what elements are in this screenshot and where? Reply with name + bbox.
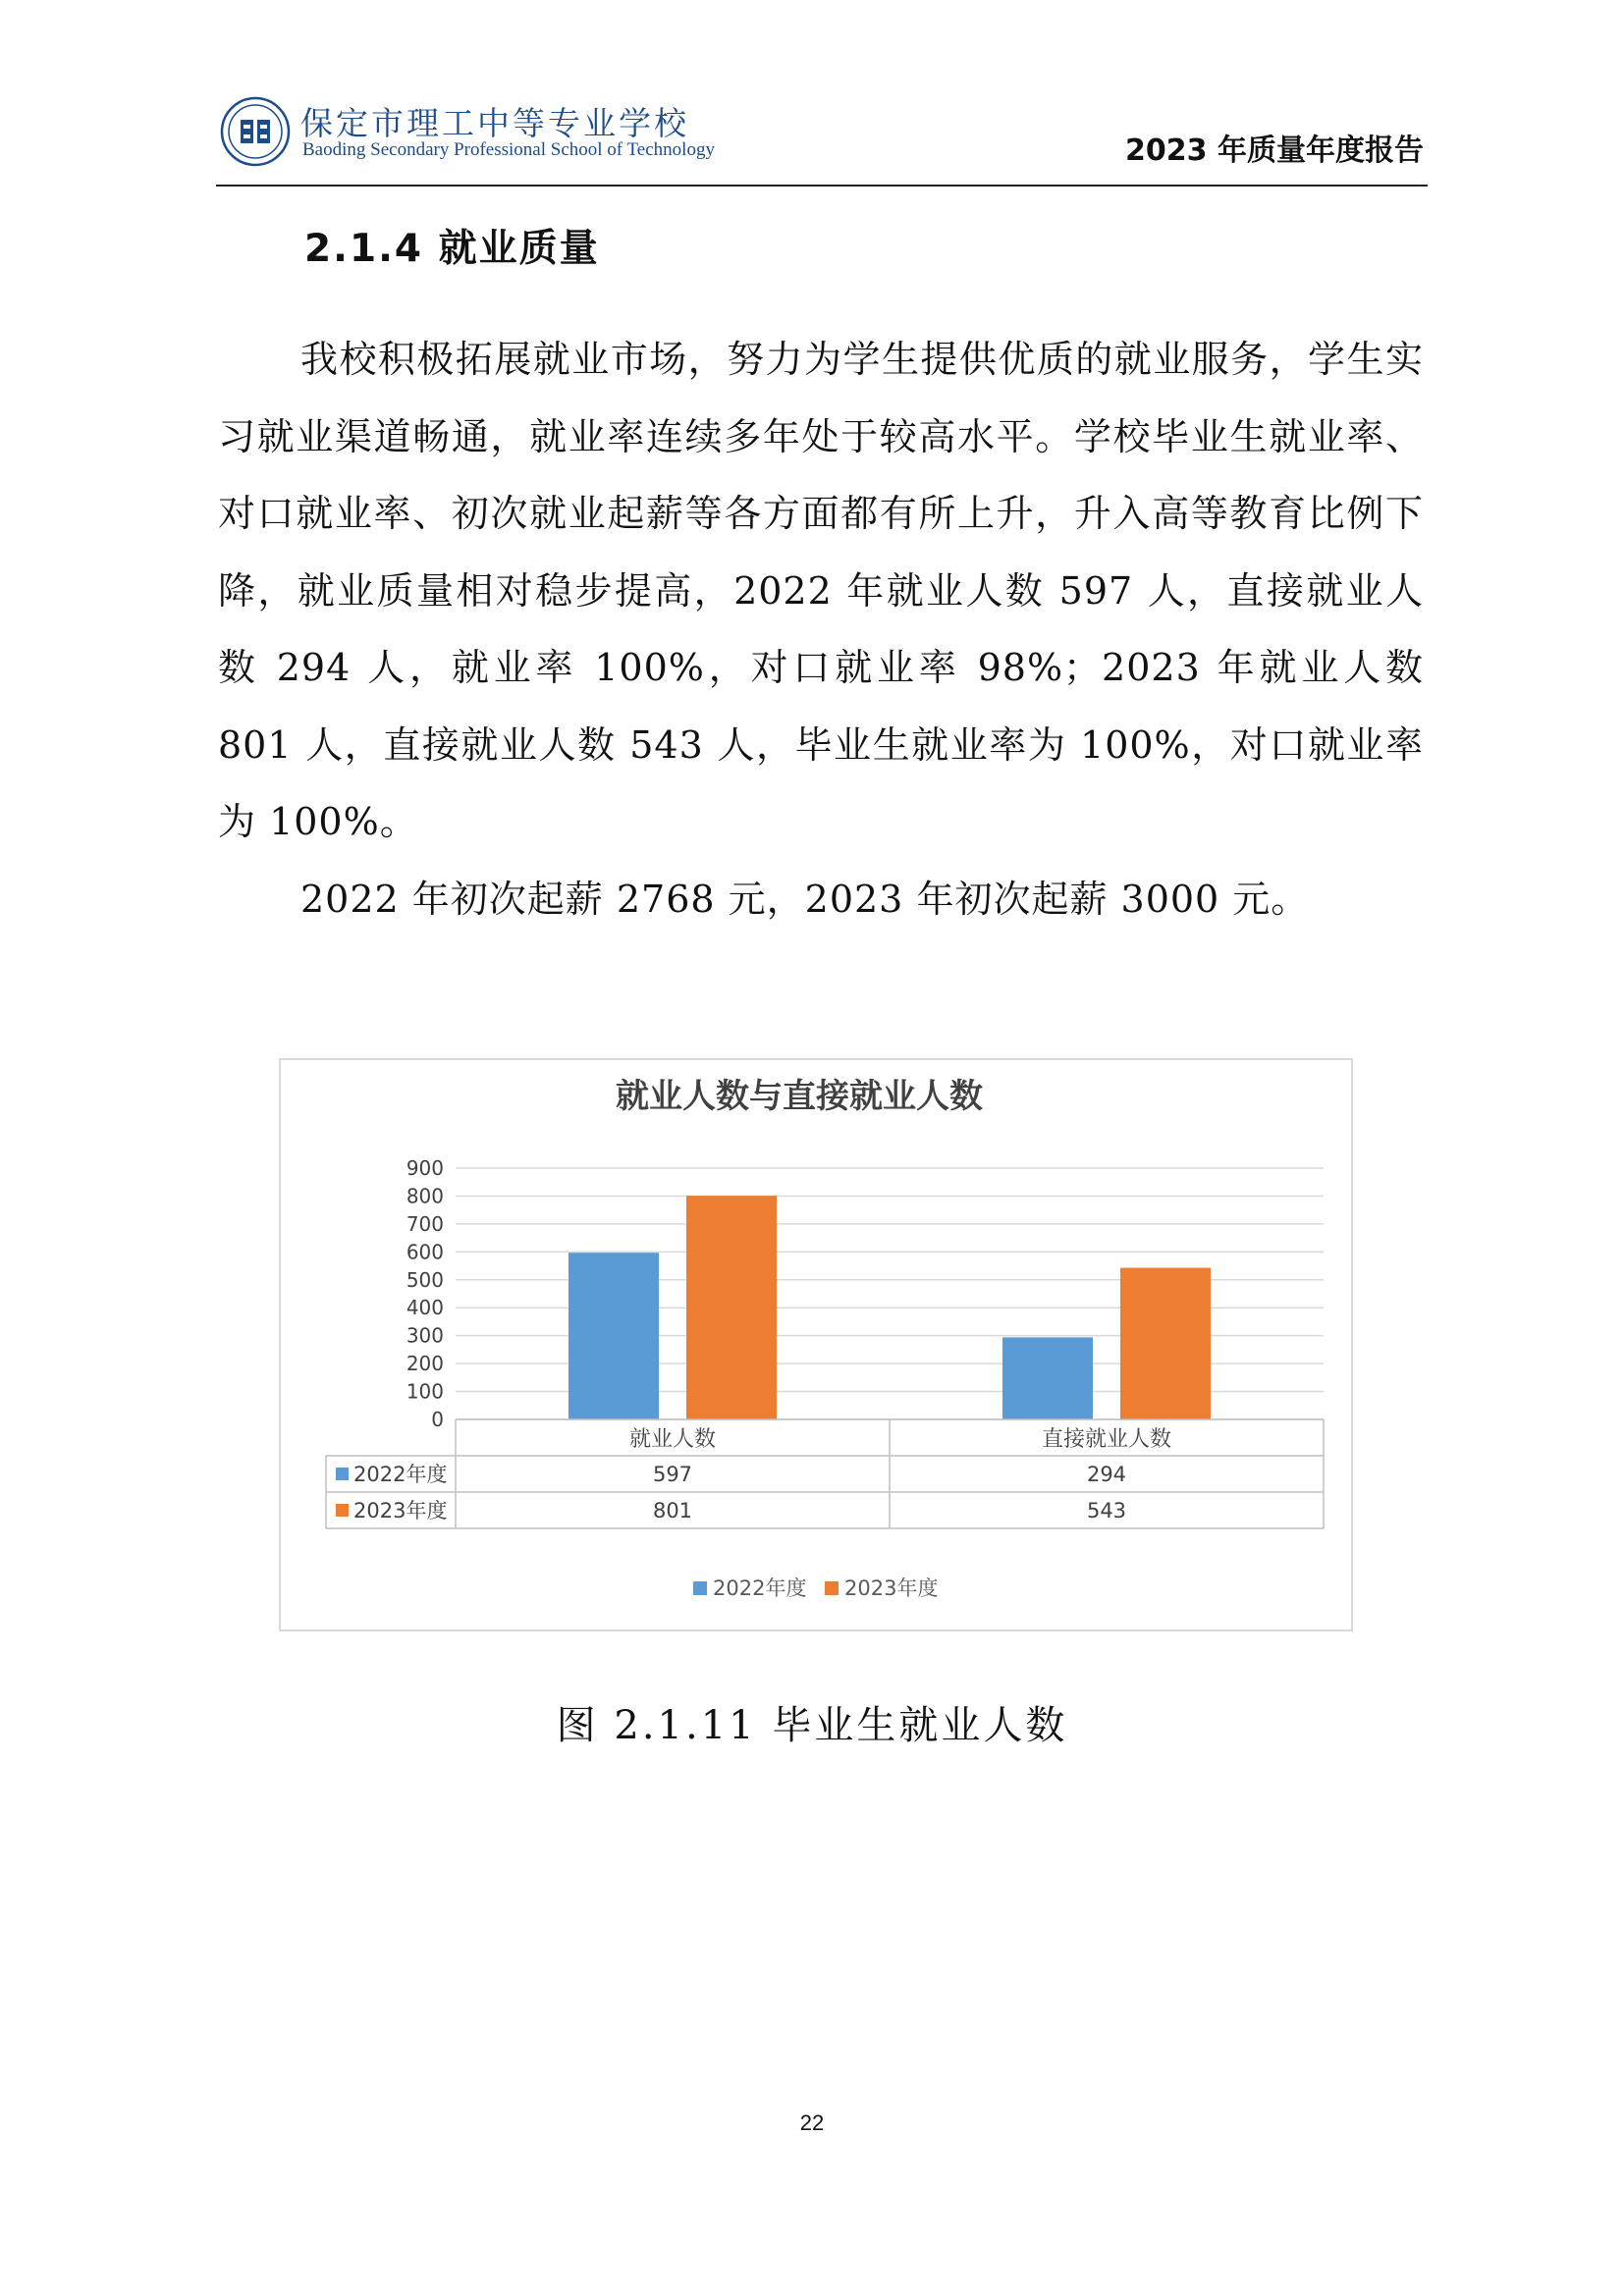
bar [568,1253,659,1419]
legend-key [825,1581,839,1595]
chart-container [279,1058,1353,1631]
data-label: 294 [1086,1463,1127,1486]
bar [1002,1337,1093,1419]
section-heading: 2.1.4 就业质量 [304,227,600,271]
y-tick-label: 100 [406,1379,444,1404]
y-tick-label: 900 [406,1156,444,1180]
legend-key [693,1581,707,1595]
table-series-name: 2023年度 [353,1499,448,1522]
category-label: 就业人数 [628,1427,717,1452]
y-tick-label: 400 [406,1296,444,1320]
y-tick-label: 600 [406,1240,444,1264]
paragraph-employment: 我校积极拓展就业市场，努力为学生提供优质的就业服务，学生实习就业渠道畅通，就业率连续多年处于较高水平。学校毕业生就业率、对口就业率、初次就业起薪等各方面都有所上升，升入高等教育比例下降，就业质量相对稳步提高，2022 年就业人数 597 人，直接就业人数 294 人，就业率 100%，对口就业率 98%；2023 年就业人数 801 人，直接就业人数 543 人，毕业生就业率为 100%，对口就业率为 100%。 [218,338,1424,843]
data-label: 543 [1086,1499,1127,1522]
school-name-en: Baoding Secondary Professional School of Technology [302,139,715,160]
category-label: 直接就业人数 [1041,1427,1172,1452]
table-legend-key [336,1504,349,1517]
y-tick-label: 700 [406,1211,444,1236]
school-name-cn: 保定市理工中等专业学校 [300,104,689,142]
data-label: 597 [652,1463,693,1486]
table-series-name: 2022年度 [353,1463,448,1486]
y-tick-label: 200 [406,1352,444,1376]
legend-label: 2023年度 [844,1576,939,1600]
bar [686,1196,777,1419]
y-tick-label: 500 [406,1267,444,1292]
table-legend-key [336,1468,349,1480]
y-tick-label: 800 [406,1184,444,1208]
data-label: 801 [652,1499,693,1522]
chart-title: 就业人数与直接就业人数 [616,1077,983,1116]
legend-label: 2022年度 [713,1576,807,1600]
page-number: 22 [799,2110,825,2135]
y-tick-label: 300 [406,1323,444,1348]
page-header [216,90,1428,187]
school-emblem-icon [220,96,291,167]
paragraph-salary: 2022 年初次起薪 2768 元，2023 年初次起薪 3000 元。 [300,877,1310,921]
bar-chart [281,1060,1351,1629]
report-title: 2023 年质量年度报告 [1125,133,1424,168]
bar [1120,1268,1211,1419]
figure-caption: 图 2.1.11 毕业生就业人数 [556,1703,1068,1748]
body-text [218,321,1424,937]
y-tick-label: 0 [431,1408,444,1431]
